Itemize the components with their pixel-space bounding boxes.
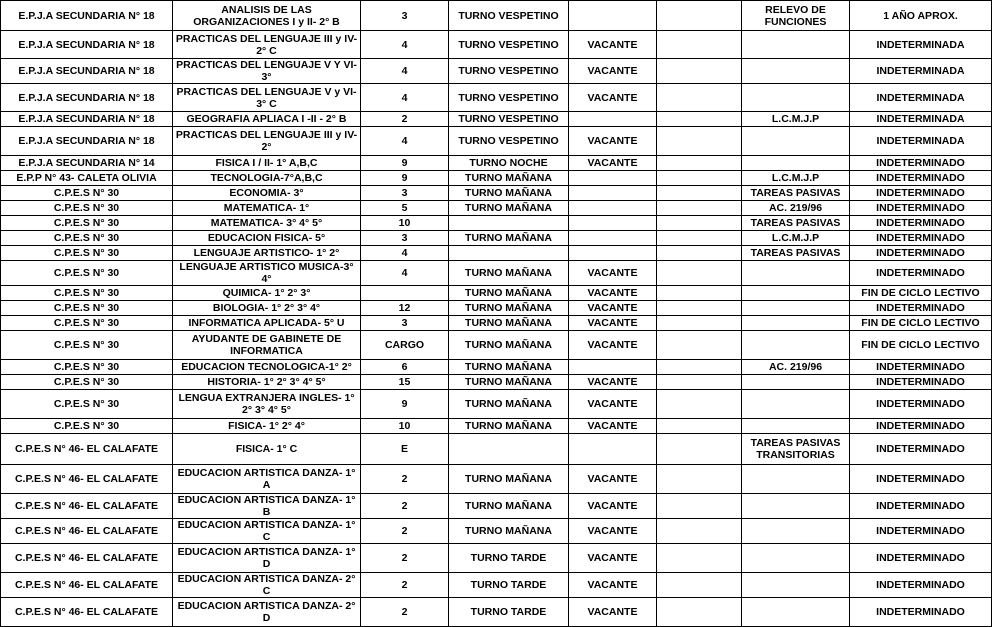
cell-shift: TURNO TARDE [449,573,569,598]
cell-extra [657,156,742,171]
table-row [1,231,992,246]
cell-status: VACANTE [569,301,657,316]
cell-school: C.P.E.S N° 30 [1,331,173,360]
cell-status: VACANTE [569,316,657,331]
cell-hours: 6 [361,360,449,375]
cell-subject: EDUCACION ARTISTICA DANZA- 1° D [173,544,361,573]
cell-status [569,201,657,216]
cell-reason [742,494,850,519]
table-row [1,316,992,331]
cell-school: E.P.J.A SECUNDARIA N° 18 [1,112,173,127]
cell-school: C.P.E.S N° 46- EL CALAFATE [1,434,173,465]
cell-reason: L.C.M.J.P [742,171,850,186]
cell-reason: TAREAS PASIVAS [742,186,850,201]
cell-hours: E [361,434,449,465]
cell-hours: 2 [361,112,449,127]
table-row [1,519,992,544]
cell-status [569,216,657,231]
cell-subject: MATEMATICA- 3° 4° 5° [173,216,361,231]
cell-extra [657,186,742,201]
cell-extra [657,494,742,519]
cell-school: C.P.E.S N° 30 [1,261,173,286]
cell-duration: FIN DE CICLO LECTIVO [850,286,992,301]
cell-subject: PRACTICAS DEL LENGUAJE III y IV- 2° C [173,31,361,59]
cell-status: VACANTE [569,331,657,360]
cell-shift: TURNO MAÑANA [449,186,569,201]
table-row [1,301,992,316]
cell-duration: INDETERMINADO [850,261,992,286]
table-row [1,390,992,419]
cell-school: E.P.P N° 43- CALETA OLIVIA [1,171,173,186]
cell-hours: 2 [361,465,449,494]
cell-shift: TURNO MAÑANA [449,231,569,246]
cell-subject: EDUCACION ARTISTICA DANZA- 1° B [173,494,361,519]
cell-status [569,112,657,127]
cell-hours: 4 [361,246,449,261]
table-row [1,186,992,201]
table-row [1,171,992,186]
cell-status: VACANTE [569,544,657,573]
cell-duration: INDETERMINADO [850,419,992,434]
cell-hours: 10 [361,216,449,231]
cell-school: C.P.E.S N° 30 [1,216,173,231]
cell-extra [657,112,742,127]
cell-shift: TURNO MAÑANA [449,494,569,519]
cell-status: VACANTE [569,156,657,171]
cell-duration: INDETERMINADO [850,465,992,494]
cell-extra [657,31,742,59]
cell-reason [742,573,850,598]
cell-reason: AC. 219/96 [742,360,850,375]
cell-subject: ANALISIS DE LAS ORGANIZACIONES I y II- 2° B [173,1,361,31]
cell-hours: 9 [361,390,449,419]
cell-school: C.P.E.S N° 30 [1,286,173,301]
cell-subject: EDUCACION ARTISTICA DANZA- 1° A [173,465,361,494]
table-row [1,216,992,231]
cell-status: VACANTE [569,59,657,84]
cell-shift: TURNO MAÑANA [449,360,569,375]
cell-reason [742,127,850,156]
cell-extra [657,519,742,544]
cell-reason [742,465,850,494]
cell-duration: INDETERMINADO [850,375,992,390]
table-row [1,573,992,598]
cell-hours: 2 [361,573,449,598]
cell-school: C.P.E.S N° 30 [1,316,173,331]
cell-reason [742,419,850,434]
cell-subject: AYUDANTE DE GABINETE DE INFORMATICA [173,331,361,360]
cell-duration: INDETERMINADA [850,127,992,156]
cell-shift [449,216,569,231]
cell-extra [657,375,742,390]
cell-hours: 4 [361,84,449,112]
cell-school: E.P.J.A SECUNDARIA N° 18 [1,84,173,112]
cell-school: E.P.J.A SECUNDARIA N° 18 [1,127,173,156]
cell-reason: L.C.M.J.P [742,112,850,127]
cell-status: VACANTE [569,127,657,156]
cell-shift: TURNO MAÑANA [449,261,569,286]
cell-subject: EDUCACION ARTISTICA DANZA- 2° D [173,598,361,627]
cell-subject: EDUCACION FISICA- 5° [173,231,361,246]
cell-status [569,246,657,261]
cell-extra [657,201,742,216]
table-row [1,1,992,31]
table-row [1,201,992,216]
cell-duration: INDETERMINADO [850,390,992,419]
cell-subject: BIOLOGIA- 1° 2° 3° 4° [173,301,361,316]
cell-extra [657,84,742,112]
cell-duration: INDETERMINADO [850,360,992,375]
cell-reason [742,331,850,360]
cell-extra [657,544,742,573]
cell-shift: TURNO MAÑANA [449,331,569,360]
cell-status: VACANTE [569,84,657,112]
cell-school: C.P.E.S N° 30 [1,390,173,419]
cell-shift: TURNO MAÑANA [449,465,569,494]
table-row [1,31,992,59]
cell-duration: INDETERMINADO [850,171,992,186]
cell-subject: ECONOMIA- 3° [173,186,361,201]
cell-status: VACANTE [569,519,657,544]
cell-reason: L.C.M.J.P [742,231,850,246]
cell-school: C.P.E.S N° 30 [1,231,173,246]
cell-extra [657,573,742,598]
cell-hours: 2 [361,598,449,627]
cell-school: E.P.J.A SECUNDARIA N° 18 [1,31,173,59]
cell-status: VACANTE [569,494,657,519]
cell-reason [742,375,850,390]
table-row [1,246,992,261]
cell-status [569,186,657,201]
cell-extra [657,127,742,156]
cell-hours: 10 [361,419,449,434]
cell-subject: MATEMATICA- 1° [173,201,361,216]
cell-hours: 2 [361,519,449,544]
cell-status: VACANTE [569,375,657,390]
cell-hours: CARGO [361,331,449,360]
cell-shift [449,246,569,261]
cell-duration: INDETERMINADO [850,519,992,544]
cell-subject: FISICA I / II- 1° A,B,C [173,156,361,171]
cell-hours: 3 [361,186,449,201]
cell-status: VACANTE [569,261,657,286]
table-row [1,59,992,84]
table-row [1,286,992,301]
cell-shift: TURNO MAÑANA [449,171,569,186]
cell-duration: INDETERMINADA [850,112,992,127]
cell-status [569,360,657,375]
cell-shift: TURNO VESPETINO [449,112,569,127]
cell-shift: TURNO MAÑANA [449,519,569,544]
cell-status: VACANTE [569,419,657,434]
cell-reason: AC. 219/96 [742,201,850,216]
cell-school: E.P.J.A SECUNDARIA N° 18 [1,1,173,31]
cell-extra [657,246,742,261]
cell-hours: 15 [361,375,449,390]
cell-school: C.P.E.S N° 46- EL CALAFATE [1,573,173,598]
table-row [1,112,992,127]
table-row [1,494,992,519]
cell-shift: TURNO VESPETINO [449,127,569,156]
cell-duration: INDETERMINADO [850,201,992,216]
cell-extra [657,316,742,331]
cell-subject: TECNOLOGIA-7°A,B,C [173,171,361,186]
cell-duration: INDETERMINADO [850,246,992,261]
cell-duration: INDETERMINADO [850,573,992,598]
cell-shift: TURNO MAÑANA [449,419,569,434]
cell-shift: TURNO MAÑANA [449,390,569,419]
cell-shift: TURNO VESPETINO [449,31,569,59]
cell-reason [742,59,850,84]
table-row [1,360,992,375]
table-row [1,84,992,112]
cell-hours [361,286,449,301]
cell-school: C.P.E.S N° 30 [1,419,173,434]
cell-reason [742,286,850,301]
cell-shift: TURNO MAÑANA [449,316,569,331]
cell-reason [742,84,850,112]
cell-extra [657,171,742,186]
cell-hours: 9 [361,171,449,186]
cell-school: C.P.E.S N° 30 [1,360,173,375]
cell-duration: FIN DE CICLO LECTIVO [850,331,992,360]
cell-duration: INDETERMINADO [850,544,992,573]
cell-subject: PRACTICAS DEL LENGUAJE V Y VI- 3° [173,59,361,84]
cell-reason: TAREAS PASIVAS TRANSITORIAS [742,434,850,465]
cell-subject: EDUCACION ARTISTICA DANZA- 1° C [173,519,361,544]
cell-reason [742,519,850,544]
cell-hours: 3 [361,231,449,246]
cell-hours: 2 [361,494,449,519]
cell-school: C.P.E.S N° 30 [1,201,173,216]
cell-school: C.P.E.S N° 30 [1,246,173,261]
cell-shift: TURNO MAÑANA [449,375,569,390]
cell-subject: HISTORIA- 1° 2° 3° 4° 5° [173,375,361,390]
cell-duration: INDETERMINADO [850,231,992,246]
cell-school: C.P.E.S N° 46- EL CALAFATE [1,494,173,519]
cell-duration: INDETERMINADO [850,186,992,201]
cell-duration: INDETERMINADA [850,31,992,59]
cell-hours: 2 [361,544,449,573]
cell-subject: EDUCACION TECNOLOGICA-1° 2° [173,360,361,375]
cell-status: VACANTE [569,573,657,598]
cell-reason [742,544,850,573]
cell-shift: TURNO MAÑANA [449,301,569,316]
table-row [1,434,992,465]
cell-shift: TURNO VESPETINO [449,1,569,31]
cell-status [569,231,657,246]
cell-status: VACANTE [569,286,657,301]
cell-shift: TURNO NOCHE [449,156,569,171]
cell-shift: TURNO MAÑANA [449,286,569,301]
cell-school: C.P.E.S N° 46- EL CALAFATE [1,598,173,627]
cell-reason [742,261,850,286]
cell-hours: 3 [361,1,449,31]
cell-extra [657,419,742,434]
cell-extra [657,261,742,286]
cell-duration: INDETERMINADO [850,301,992,316]
cell-hours: 3 [361,316,449,331]
cell-shift: TURNO MAÑANA [449,201,569,216]
table-row [1,127,992,156]
cell-shift [449,434,569,465]
cell-extra [657,231,742,246]
cell-shift: TURNO TARDE [449,598,569,627]
cell-hours: 4 [361,31,449,59]
cell-school: C.P.E.S N° 46- EL CALAFATE [1,519,173,544]
cell-status: VACANTE [569,390,657,419]
cell-duration: INDETERMINADO [850,598,992,627]
cell-status: VACANTE [569,465,657,494]
cell-extra [657,331,742,360]
table-row [1,465,992,494]
cell-extra [657,434,742,465]
cell-status [569,171,657,186]
cell-duration: INDETERMINADA [850,84,992,112]
cell-duration: INDETERMINADO [850,216,992,231]
cell-reason [742,156,850,171]
cell-subject: FISICA- 1° C [173,434,361,465]
cell-subject: FISICA- 1° 2° 4° [173,419,361,434]
cell-hours: 5 [361,201,449,216]
cell-extra [657,301,742,316]
cell-extra [657,360,742,375]
cell-hours: 4 [361,127,449,156]
cell-reason [742,301,850,316]
cell-subject: LENGUAJE ARTISTICO MUSICA-3° 4° [173,261,361,286]
table-row [1,261,992,286]
table-row [1,331,992,360]
cell-school: E.P.J.A SECUNDARIA N° 14 [1,156,173,171]
cell-school: C.P.E.S N° 46- EL CALAFATE [1,465,173,494]
cell-duration: 1 AÑO APROX. [850,1,992,31]
cell-reason [742,390,850,419]
cell-status: VACANTE [569,31,657,59]
table-row [1,156,992,171]
cell-subject: LENGUAJE ARTISTICO- 1° 2° [173,246,361,261]
cell-subject: EDUCACION ARTISTICA DANZA- 2° C [173,573,361,598]
cell-subject: GEOGRAFIA APLIACA I -II - 2° B [173,112,361,127]
cell-subject: LENGUA EXTRANJERA INGLES- 1° 2° 3° 4° 5° [173,390,361,419]
cell-subject: INFORMATICA APLICADA- 5° U [173,316,361,331]
cell-extra [657,286,742,301]
cell-subject: PRACTICAS DEL LENGUAJE III y IV- 2° [173,127,361,156]
table-row [1,544,992,573]
table-row [1,375,992,390]
cell-duration: INDETERMINADA [850,59,992,84]
cell-hours: 4 [361,59,449,84]
cell-duration: INDETERMINADO [850,156,992,171]
cell-school: C.P.E.S N° 30 [1,186,173,201]
cell-extra [657,216,742,231]
cell-duration: INDETERMINADO [850,434,992,465]
cell-status [569,1,657,31]
cell-school: C.P.E.S N° 46- EL CALAFATE [1,544,173,573]
cell-hours: 9 [361,156,449,171]
cell-subject: QUIMICA- 1° 2° 3° [173,286,361,301]
cell-hours: 12 [361,301,449,316]
cell-subject: PRACTICAS DEL LENGUAJE V y VI- 3° C [173,84,361,112]
cell-reason [742,31,850,59]
cell-extra [657,59,742,84]
cell-status [569,434,657,465]
cell-duration: FIN DE CICLO LECTIVO [850,316,992,331]
cell-status: VACANTE [569,598,657,627]
cell-school: E.P.J.A SECUNDARIA N° 18 [1,59,173,84]
cell-school: C.P.E.S N° 30 [1,375,173,390]
table-row [1,419,992,434]
cell-school: C.P.E.S N° 30 [1,301,173,316]
cell-extra [657,390,742,419]
cell-reason: RELEVO DE FUNCIONES [742,1,850,31]
cell-duration: INDETERMINADO [850,494,992,519]
cell-reason: TAREAS PASIVAS [742,216,850,231]
cell-shift: TURNO VESPETINO [449,59,569,84]
cell-extra [657,465,742,494]
cell-hours: 4 [361,261,449,286]
cell-extra [657,1,742,31]
cell-reason: TAREAS PASIVAS [742,246,850,261]
cell-shift: TURNO TARDE [449,544,569,573]
cell-reason [742,316,850,331]
cell-shift: TURNO VESPETINO [449,84,569,112]
